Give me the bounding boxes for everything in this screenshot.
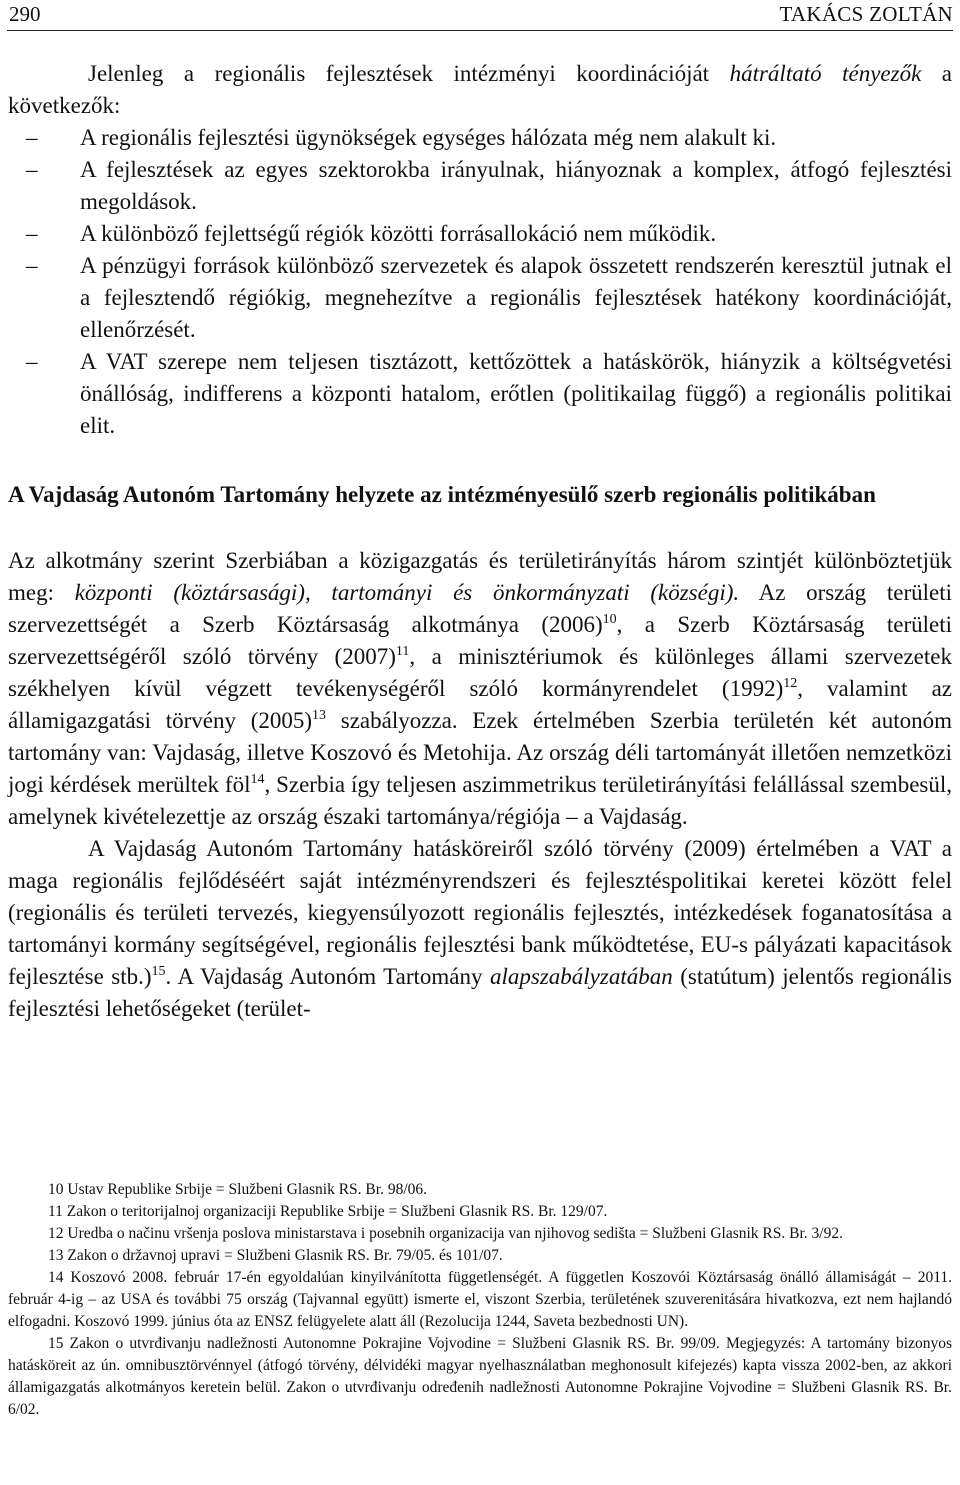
footnote-ref[interactable]: 14 <box>250 772 265 787</box>
paragraph-emphasis: központi (köztársasági), tartományi és önkormányzati (községi). <box>74 580 740 605</box>
page-number: 290 <box>9 2 41 26</box>
paragraph-text: Az ország területi szervezettségét a Szerb Köztársaság alkotmánya (2006) <box>8 580 952 637</box>
intro-paragraph <box>8 58 952 122</box>
list-item-text: A regionális fejlesztési ügynökségek egységes hálózata még nem alakult ki. <box>80 125 777 150</box>
section-paragraph-2 <box>8 833 952 1025</box>
list-item <box>8 218 952 250</box>
footnotes <box>8 1179 952 1421</box>
dash-marker: – <box>26 349 38 374</box>
page-body <box>8 58 952 1025</box>
footnote: 12 Uredba o načinu vršenja poslova ministarstava i posebnih organizacija van njihovog sedišta = Službeni Glasnik RS. Br. 3/92. <box>48 1225 843 1242</box>
running-head-author: TAKÁCS ZOLTÁN <box>779 2 953 26</box>
list-item <box>8 154 952 218</box>
footnote-ref[interactable]: 15 <box>151 964 166 979</box>
footnote-ref[interactable]: 10 <box>602 612 617 627</box>
dash-marker: – <box>26 253 38 278</box>
paragraph-text: , a Szerb Köztársaság területi szervezettségéről szóló törvény (2007) <box>8 612 953 669</box>
dash-marker: – <box>26 157 38 182</box>
paragraph-text: szabályozza. Ezek értelmében Szerbia területén két autonóm tartomány van: Vajdaság, illetve Koszovó és Metohija. Az ország déli tartományát illetően nemzetközi jogi kérdések merültek föl <box>8 708 952 797</box>
paragraph-text: , a minisztériumok és különleges állami szervezetek székhelyen kívül végzett tevékenységéről szóló kormányrendelet (1992) <box>8 644 952 701</box>
paragraph-text: . A Vajdaság Autonóm Tartomány <box>165 964 490 989</box>
list-item-text: A fejlesztések az egyes szektorokba irányulnak, hiányoznak a komplex, átfogó fejlesztési megoldások. <box>80 157 952 214</box>
paragraph-text: Az alkotmány szerint Szerbiában a közigazgatás és területirányítás három szintjét különböztetjük meg: <box>8 548 952 605</box>
list-item <box>8 122 952 154</box>
list-item-text: A VAT szerepe nem teljesen tisztázott, kettőzöttek a hatáskörök, hiányzik a költségvetési önállóság, indifferens a központi hatalom, erőtlen (politikailag függő) a regionális politikai elit. <box>80 349 952 438</box>
footnote: 11 Zakon o teritorijalnoj organizaciji Republike Srbije = Službeni Glasnik RS. Br. 129/07. <box>48 1203 608 1220</box>
intro-emphasis: hátráltató tényezők <box>729 61 922 86</box>
footnote-ref[interactable]: 13 <box>312 708 327 723</box>
list-item <box>8 346 952 442</box>
dash-marker: – <box>26 221 38 246</box>
footnote: 15 Zakon o utvrđivanju nadležnosti Autonomne Pokrajine Vojvodine = Službeni Glasnik RS. Br. 99/09. Megjegyzés: A tartomány bizonyos hatásköreit az ún. omnibusztörvénnyel (átfogó törvény, délvidéki magyar nyelhasználatban meghonosult kifejezés) kapta vissza 2002-ben, az akkori államigazgatás alkotmányos keretein belül. Zakon o utvrđivanju određenih nadležnosti Autonomne Pokrajine Vojvodine = Službeni Glasnik RS. Br. 6/02. <box>8 1335 952 1418</box>
footnote-ref[interactable]: 12 <box>783 676 798 691</box>
section-heading: A Vajdaság Autonóm Tartomány helyzete az intézményesülő szerb regionális politikában <box>8 482 876 507</box>
list-item <box>8 250 952 346</box>
footnote: 10 Ustav Republike Srbije = Službeni Glasnik RS. Br. 98/06. <box>48 1181 428 1198</box>
paragraph-text: A Vajdaság Autonóm Tartomány hatásköreiről szóló törvény (2009) értelmében a VAT a maga regionális fejlődéséért saját intézményrendszeri és fejlesztéspolitikai keretei között felel (regionális és területi tervezés, kiegyensúlyozott regionális fejlesztés, intézkedések foganatosítása a tartományi kormány segítségével, regionális fejlesztési bank működtetése, EU-s pályázati kapacitások fejlesztése stb.) <box>8 836 952 989</box>
paragraph-text: , valamint az államigazgatási törvény (2005) <box>8 676 952 733</box>
paragraph-emphasis: alapszabályzatában <box>489 964 673 989</box>
list-item-text: A pénzügyi források különböző szervezetek és alapok összetett rendszerén keresztül jutnak el a fejlesztendő régiókig, megnehezítve a regionális fejlesztések hatékony koordinációját, ellenőrzését. <box>80 253 952 342</box>
footnote: 13 Zakon o državnoj upravi = Službeni Glasnik RS. Br. 79/05. és 101/07. <box>48 1247 503 1264</box>
intro-text-end: a következők: <box>8 61 953 118</box>
page-header <box>7 0 953 31</box>
factor-list <box>8 122 952 442</box>
footnote-ref[interactable]: 11 <box>395 644 410 659</box>
dash-marker: – <box>26 125 38 150</box>
section-paragraph-1 <box>8 545 952 833</box>
paragraph-text: , Szerbia így teljesen aszimmetrikus területirányítási felállással szembesül, amelynek kivételezettje az ország északi tartománya/régiója – a Vajdaság. <box>8 772 952 829</box>
intro-text: Jelenleg a regionális fejlesztések intézményi koordinációját <box>88 61 730 86</box>
footnote: 14 Koszovó 2008. február 17-én egyoldalúan kinyilvánította függetlenségét. A független Koszovói Köztársaság önálló államiságát – 2011. február 4-ig – az USA és további 75 ország (Tajvannal együtt) ismerte el, viszont Szerbia, területének szuverenitására hivatkozva, ezt nem hajlandó elfogadni. Koszovó 1999. június óta az ENSZ felügyelete alatt áll (Rezolucija 1244, Saveta bezbednosti UN). <box>8 1269 952 1330</box>
list-item-text: A különböző fejlettségű régiók közötti forrásallokáció nem működik. <box>80 221 717 246</box>
paragraph-text: (statútum) jelentős regionális fejlesztési lehetőségeket (terület- <box>8 964 952 1021</box>
